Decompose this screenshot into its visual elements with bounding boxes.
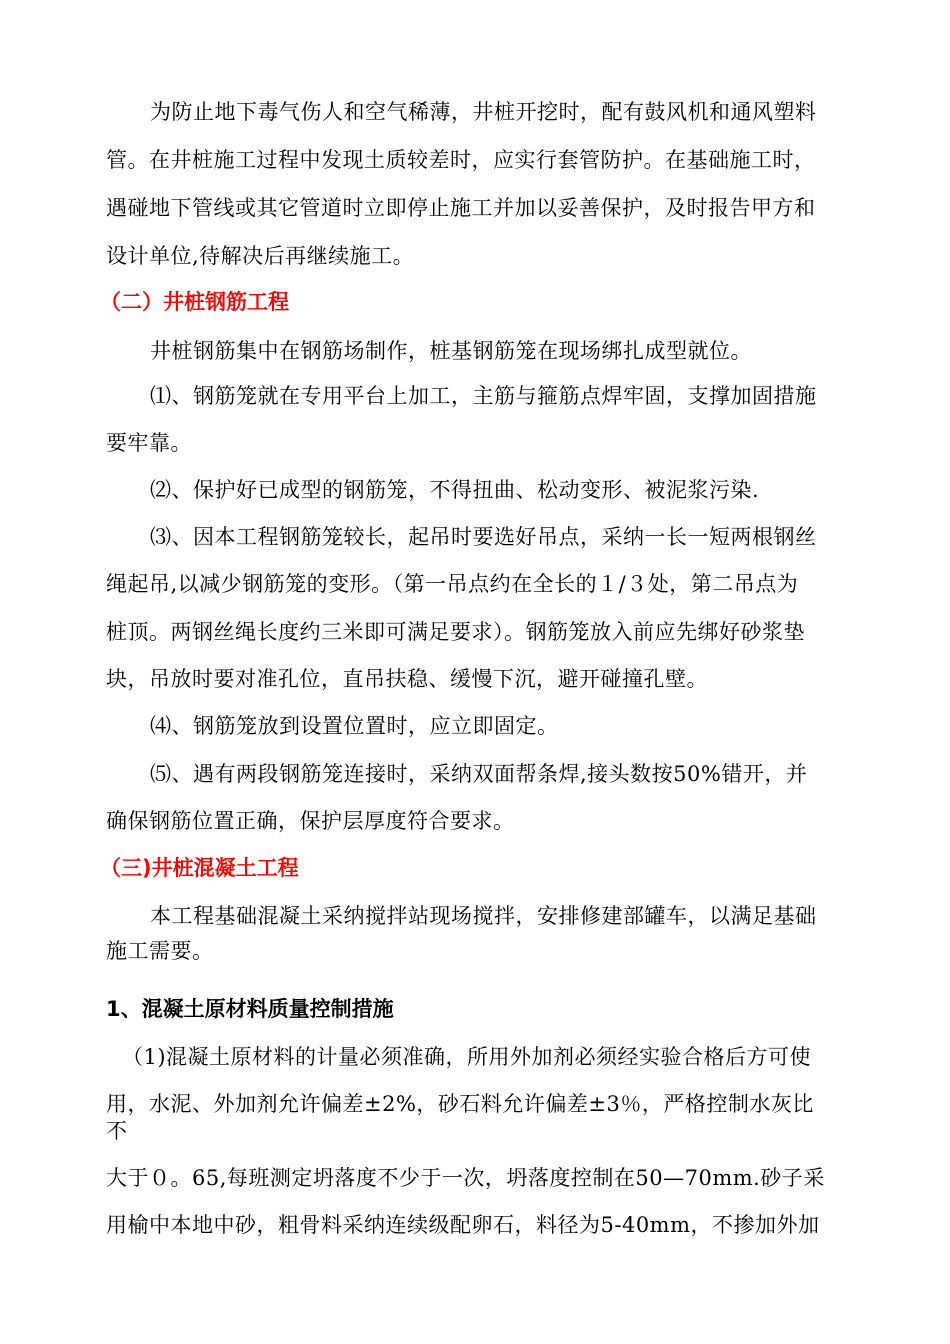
list-item-line: ⑷、钢筋笼放到设置位置时，应立即固定。	[150, 714, 559, 738]
text-line: 设计单位,待解决后再继续施工。	[106, 244, 415, 268]
section-intro: 施工需要。	[106, 939, 214, 963]
text-line: 大于０。65,每班测定坍落度不少于一次，坍落度控制在50—70mm.砂子采	[106, 1166, 825, 1190]
text-line: 用，水泥、外加剂允许偏差±2%，砂石料允许偏差±3％，严格控制水灰比	[106, 1092, 814, 1116]
section-intro: 井桩钢筋集中在钢筋场制作，桩基钢筋笼在现场绑扎成型就位。	[150, 339, 752, 363]
section-intro: 本工程基础混凝土采纳搅拌站现场搅拌，安排修建部罐车，以满足基础	[150, 904, 817, 928]
subsection-heading-materials: 1、混凝土原材料质量控制措施	[106, 997, 394, 1021]
text-line: 用榆中本地中砂，粗骨料采纳连续级配卵石，料径为5-40mm，不掺加外加	[106, 1213, 820, 1237]
text-line: 管。在井桩施工过程中发现土质较差时，应实行套管防护。在基础施工时，	[106, 148, 816, 172]
section-heading-concrete: （三)井桩混凝土工程	[100, 856, 299, 880]
list-item-line: ⑸、遇有两段钢筋笼连接时，采纳双面帮条焊,接头数按50%错开，并	[150, 762, 808, 786]
list-item-line: ⑴、钢筋笼就在专用平台上加工，主筋与箍筋点焊牢固，支撑加固措施	[150, 384, 817, 408]
list-item-line: 绳起吊,以减少钢筋笼的变形。（第一吊点约在全长的１/３处，第二吊点为	[106, 572, 799, 596]
list-item-line: 要牢靠。	[106, 431, 192, 455]
text-line: 为防止地下毒气伤人和空气稀薄，井桩开挖时，配有鼓风机和通风塑料	[150, 100, 817, 124]
list-item-line: ⑶、因本工程钢筋笼较长，起吊时要选好吊点，采纳一长一短两根钢丝	[150, 525, 817, 549]
list-item-line: ⑵、保护好已成型的钢筋笼，不得扭曲、松动变形、被泥浆污染.	[150, 478, 760, 502]
section-heading-rebar: （二）井桩钢筋工程	[100, 290, 289, 314]
text-line: 不	[106, 1119, 128, 1143]
list-item-line: 确保钢筋位置正确，保护层厚度符合要求。	[106, 809, 515, 833]
list-item-line: 桩顶。两钢丝绳长度约三米即可满足要求）。钢筋笼放入前应先绑好砂浆垫	[106, 620, 805, 644]
list-item-line: 块，吊放时要对准孔位，直吊扶稳、缓慢下沉，避开碰撞孔壁。	[106, 667, 708, 691]
text-line: 遇碰地下管线或其它管道时立即停止施工并加以妥善保护，及时报告甲方和	[106, 196, 816, 220]
text-line: （1)混凝土原材料的计量必须准确，所用外加剂必须经实验合格后方可使	[122, 1045, 812, 1069]
